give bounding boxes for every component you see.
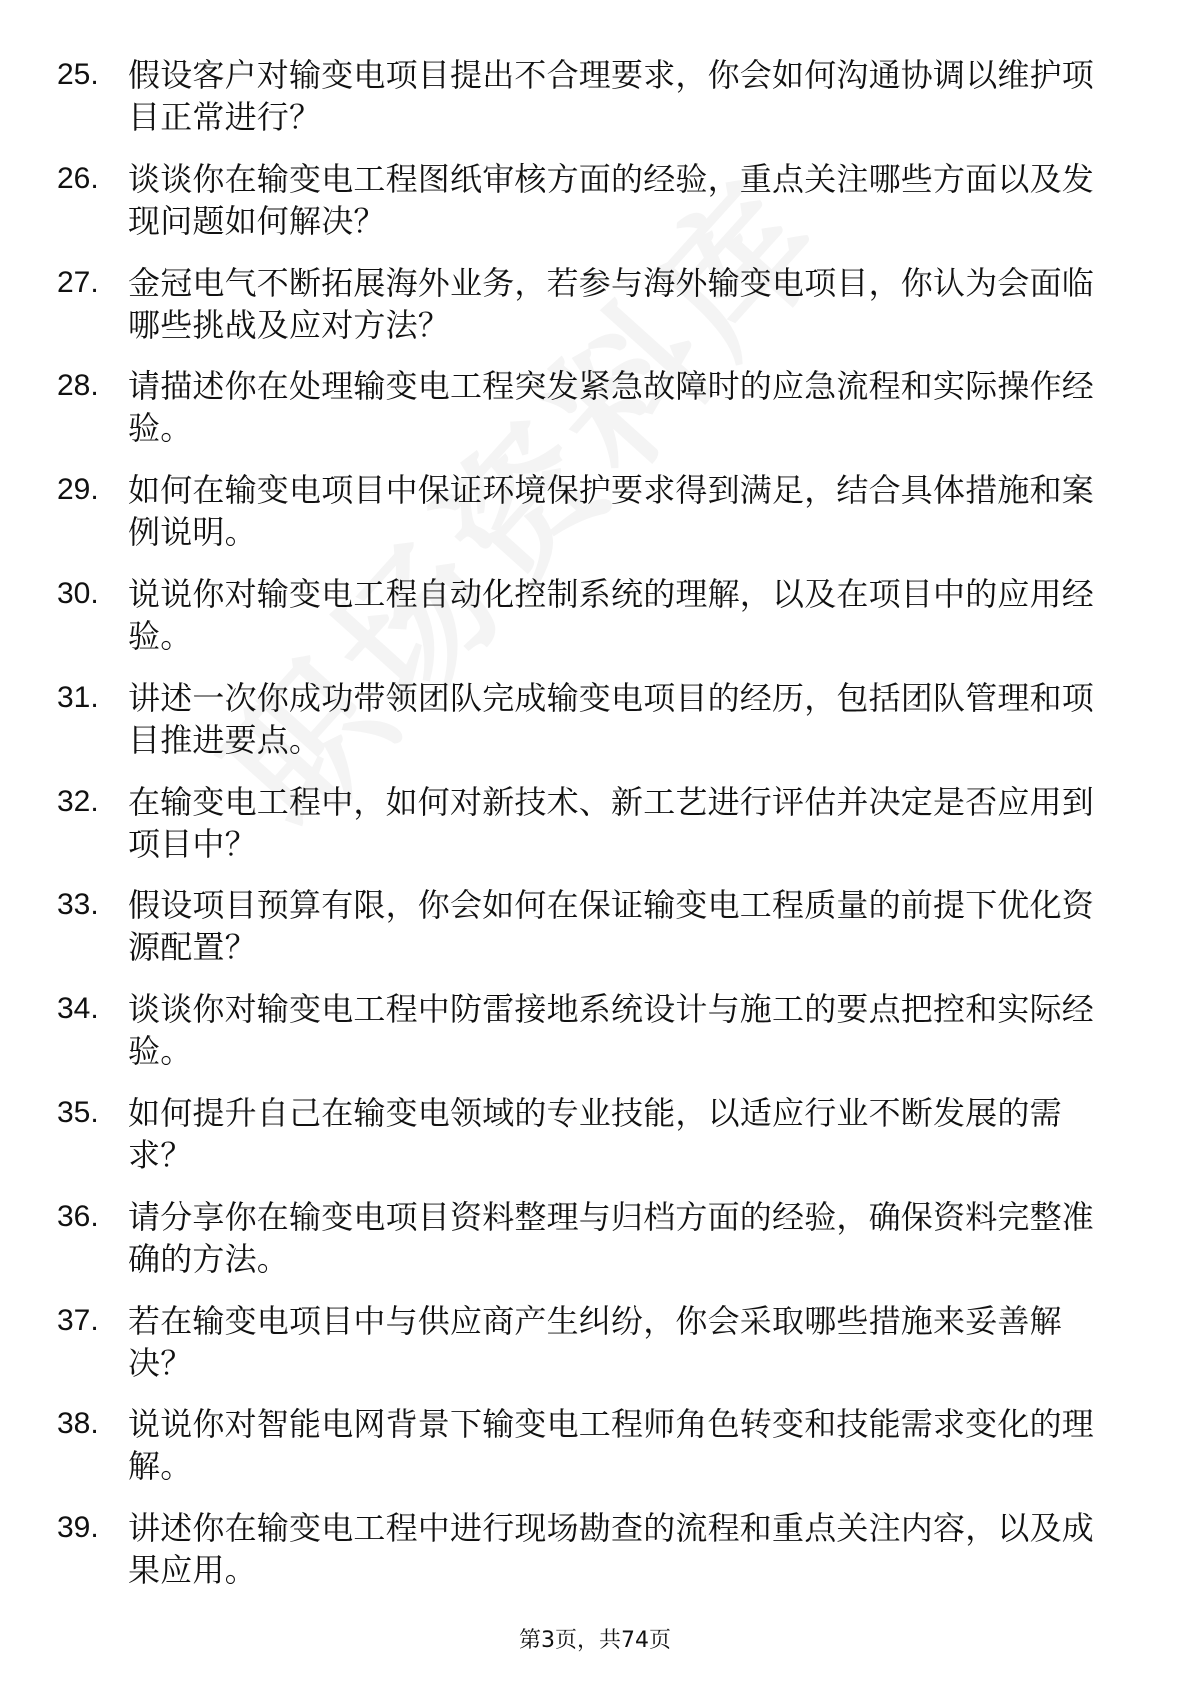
question-number: 30. <box>57 576 99 610</box>
question-text: 请描述你在处理输变电工程突发紧急故障时的应急流程和实际操作经验。 <box>128 367 1095 448</box>
question-item-35 <box>0 1092 1190 1196</box>
question-text: 在输变电工程中，如何对新技术、新工艺进行评估并决定是否应用到项目中？ <box>128 782 1095 863</box>
question-number: 32. <box>57 784 99 818</box>
question-text: 说说你对输变电工程自动化控制系统的理解，以及在项目中的应用经验。 <box>128 574 1095 655</box>
question-text: 谈谈你在输变电工程图纸审核方面的经验，重点关注哪些方面以及发现问题如何解决？ <box>128 159 1095 240</box>
question-item-39 <box>0 1507 1190 1611</box>
question-number: 37. <box>57 1303 99 1337</box>
question-text: 若在输变电项目中与供应商产生纠纷，你会采取哪些措施来妥善解决？ <box>128 1301 1062 1382</box>
question-number: 36. <box>57 1199 99 1233</box>
question-item-36 <box>0 1196 1190 1300</box>
question-item-31 <box>0 677 1190 781</box>
question-item-30 <box>0 573 1190 677</box>
question-number: 28. <box>57 369 99 403</box>
question-text: 假设客户对输变电项目提出不合理要求，你会如何沟通协调以维护项目正常进行？ <box>128 56 1095 136</box>
question-number: 34. <box>57 992 99 1026</box>
question-text: 说说你对智能电网背景下输变电工程师角色转变和技能需求变化的理解。 <box>128 1405 1095 1486</box>
question-number: 33. <box>57 888 99 922</box>
question-item-32 <box>0 781 1190 885</box>
question-number: 27. <box>57 265 99 299</box>
question-item-37 <box>0 1300 1190 1404</box>
question-text: 讲述你在输变电工程中进行现场勘查的流程和重点关注内容，以及成果应用。 <box>128 1509 1095 1590</box>
question-item-38 <box>0 1403 1190 1507</box>
question-number: 35. <box>57 1095 99 1129</box>
question-number: 39. <box>57 1511 99 1545</box>
question-item-34 <box>0 988 1190 1092</box>
question-item-25 <box>0 54 1190 158</box>
question-text: 谈谈你对输变电工程中防雷接地系统设计与施工的要点把控和实际经验。 <box>128 990 1095 1071</box>
question-text: 请分享你在输变电项目资料整理与归档方面的经验，确保资料完整准确的方法。 <box>128 1197 1095 1278</box>
question-text: 如何提升自己在输变电领域的专业技能，以适应行业不断发展的需求？ <box>128 1093 1062 1174</box>
question-text: 金冠电气不断拓展海外业务，若参与海外输变电项目，你认为会面临哪些挑战及应对方法？ <box>128 263 1095 344</box>
question-item-28 <box>0 365 1190 469</box>
question-item-26 <box>0 158 1190 262</box>
question-text: 假设项目预算有限，你会如何在保证输变电工程质量的前提下优化资源配置？ <box>128 886 1095 967</box>
question-number: 29. <box>57 473 99 507</box>
question-item-29 <box>0 469 1190 573</box>
question-number: 26. <box>57 161 99 195</box>
page-footer: 第3页，共74页 <box>519 1628 671 1653</box>
question-number: 31. <box>57 680 99 714</box>
question-list <box>0 54 1190 1611</box>
question-item-27 <box>0 262 1190 366</box>
question-text: 如何在输变电项目中保证环境保护要求得到满足，结合具体措施和案例说明。 <box>128 471 1095 552</box>
question-item-33 <box>0 884 1190 988</box>
question-number: 25. <box>57 58 99 91</box>
question-number: 38. <box>57 1407 99 1441</box>
question-text: 讲述一次你成功带领团队完成输变电项目的经历，包括团队管理和项目推进要点。 <box>128 678 1095 759</box>
